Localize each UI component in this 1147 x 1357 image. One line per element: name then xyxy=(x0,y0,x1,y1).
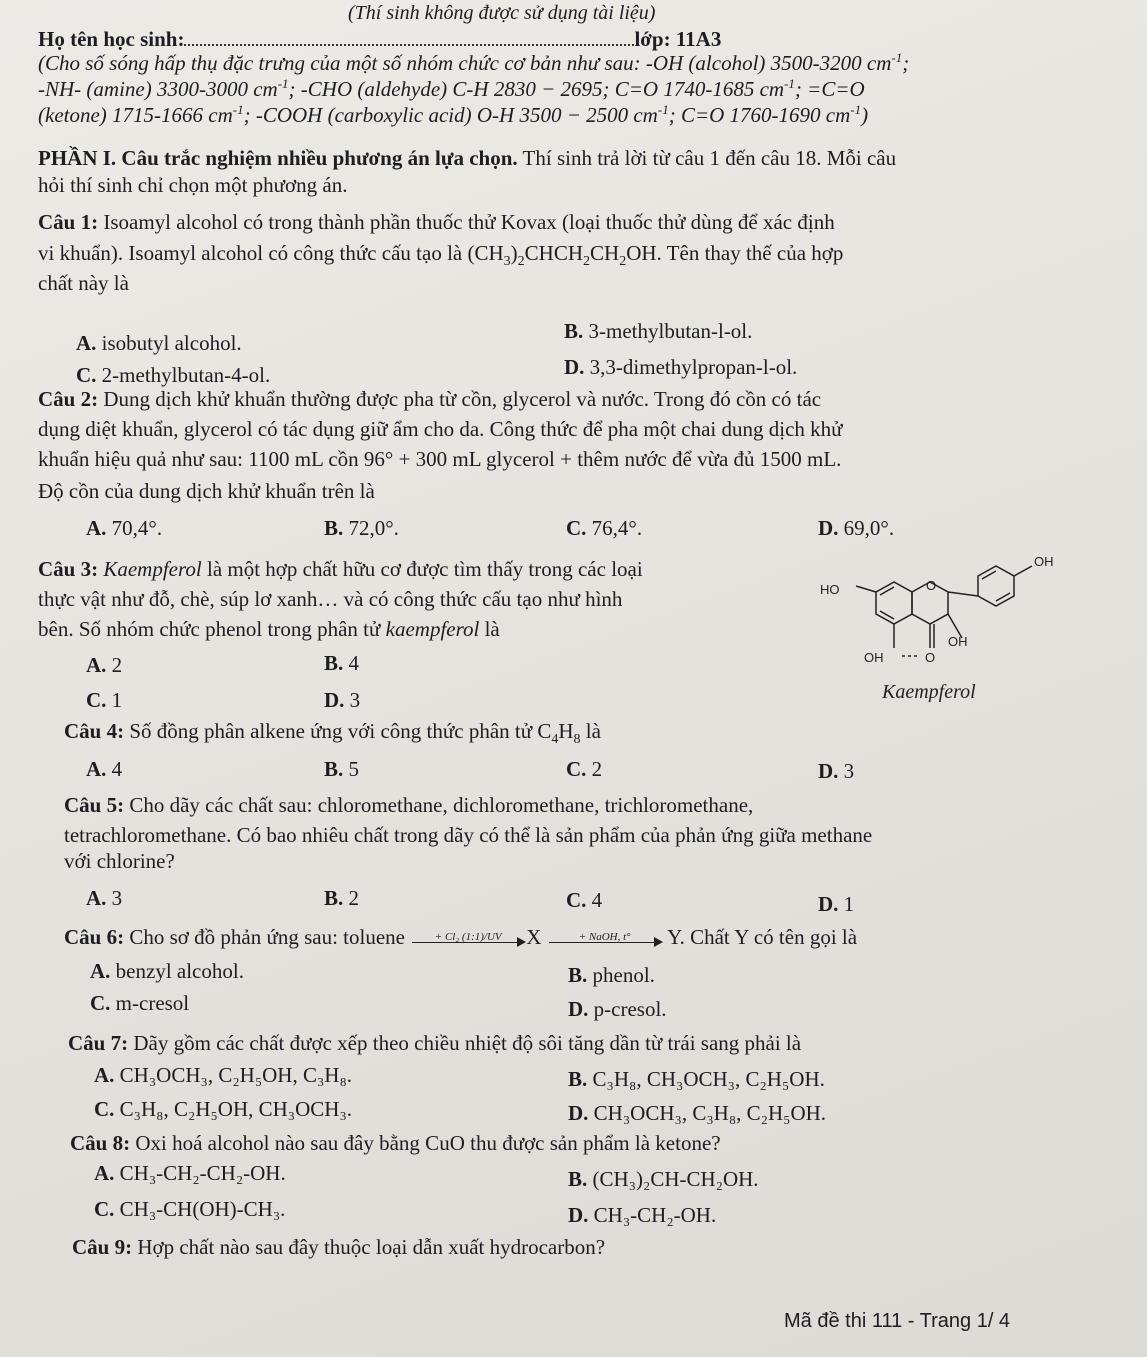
q4-option-a[interactable]: A. 4 xyxy=(86,757,123,781)
q6-option-b[interactable]: B. phenol. xyxy=(568,963,655,987)
q4-option-d[interactable]: D. 3 xyxy=(818,759,855,783)
q1-option-c[interactable]: C. 2-methylbutan-4-ol. xyxy=(76,363,271,387)
q8-option-b[interactable]: B. (CH₃)₂CH-CH₂OH. xyxy=(568,1167,759,1191)
q2-text-2: dụng diệt khuẩn, glycerol có tác dụng giữ ẩm cho da. Công thức để pha một chai dung dịch khử xyxy=(38,417,843,441)
name-fill-line xyxy=(184,30,634,46)
oh-bottom-label: OH xyxy=(864,650,884,665)
q2-option-d[interactable]: D. 69,0°. xyxy=(818,516,895,540)
q4-option-c[interactable]: C. 2 xyxy=(566,757,603,781)
q1-option-a[interactable]: A. isobutyl alcohol. xyxy=(76,331,242,355)
q8-option-a[interactable]: A. CH₃-CH₂-CH₂-OH. xyxy=(94,1161,286,1185)
q8-text: Câu 8: Oxi hoá alcohol nào sau đây bằng CuO thu được sản phẩm là ketone? xyxy=(70,1131,721,1155)
reaction-arrow-2: + NaOH, t° xyxy=(547,928,663,950)
q3-option-b[interactable]: B. 4 xyxy=(324,651,360,675)
q2-text: Câu 2: Dung dịch khử khuẩn thường được pha từ cồn, glycerol và nước. Trong đó cồn có tác xyxy=(38,387,822,411)
q5-option-b[interactable]: B. 2 xyxy=(324,886,360,910)
q7-option-b[interactable]: B. C₃H₈, CH₃OCH₃, C₂H₅OH. xyxy=(568,1067,825,1091)
carbonyl-oxygen-label: O xyxy=(925,650,936,665)
q6-text: Câu 6: Cho sơ đồ phản ứng sau: toluene + Cl₂ (1:1)/UV X + NaOH, t° Y. Chất Y có tên gọi là xyxy=(64,925,858,949)
q1-text: Câu 1: Isoamyl alcohol có trong thành phần thuốc thử Kovax (loại thuốc thử dùng để xác định xyxy=(38,210,835,234)
phenyl-ring xyxy=(978,566,1014,606)
ho-left-label: HO xyxy=(820,582,840,597)
q5-text: Câu 5: Cho dãy các chất sau: chloromethane, dichloromethane, trichloromethane, xyxy=(64,793,754,817)
q3-option-c[interactable]: C. 1 xyxy=(86,688,123,712)
figure-caption: Kaempferol xyxy=(882,681,976,702)
ir-note-line-2: -NH- (amine) 3300-3000 $cm^{-1}$; -CHO (aldehyde) C-H 2830 − 2695; C=O 1740-1685 $cm^{-1}$; =C=O xyxy=(38,76,865,101)
benzo-ring xyxy=(876,582,912,624)
q5-text-2: tetrachloromethane. Có bao nhiêu chất trong dãy có thể là sản phẩm của phản ứng giữa methane xyxy=(64,823,873,847)
q1-option-d[interactable]: D. 3,3-dimethylpropan-l-ol. xyxy=(564,355,798,379)
q2-text-4: Độ cồn của dung dịch khử khuẩn trên là xyxy=(38,479,375,503)
kaempferol-structure xyxy=(800,552,1060,702)
q5-option-c[interactable]: C. 4 xyxy=(566,888,603,912)
q4-option-b[interactable]: B. 5 xyxy=(324,757,360,781)
q7-text: Câu 7: Dãy gồm các chất được xếp theo chiều nhiệt độ sôi tăng dần từ trái sang phải là xyxy=(68,1031,802,1055)
q3-text-2: thực vật như đỗ, chè, súp lơ xanh… và có công thức cấu tạo như hình xyxy=(38,587,623,611)
q2-option-b[interactable]: B. 72,0°. xyxy=(324,516,399,540)
q2-text-3: khuẩn hiệu quả như sau: 1100 mL cồn 96° + 300 mL glycerol + thêm nước để vừa đủ 1500 mL. xyxy=(38,447,842,471)
q2-option-c[interactable]: C. 76,4°. xyxy=(566,516,643,540)
top-note: (Thí sinh không được sử dụng tài liệu) xyxy=(348,2,656,24)
q7-option-c[interactable]: C. C₃H₈, C₂H₅OH, CH₃OCH₃. xyxy=(94,1097,353,1121)
oh-top-label: OH xyxy=(1034,554,1054,569)
oh-right-label: OH xyxy=(948,634,968,649)
ring-oxygen-label: O xyxy=(926,578,937,593)
q1-text-2: vi khuẩn). Isoamyl alcohol có công thức cấu tạo là $(CH_3)_2CHCH_2CH_2OH$. Tên thay thế của hợp xyxy=(38,241,844,270)
q2-option-a[interactable]: A. 70,4°. xyxy=(86,516,163,540)
q1-option-b[interactable]: B. 3-methylbutan-l-ol. xyxy=(564,319,753,343)
part-1-instruction: hỏi thí sinh chỉ chọn một phương án. xyxy=(38,173,348,197)
q7-option-a[interactable]: A. CH₃OCH₃, C₂H₅OH, C₃H₈. xyxy=(94,1063,353,1087)
q8-option-d[interactable]: D. CH₃-CH₂-OH. xyxy=(568,1203,717,1227)
q4-text: Câu 4: Số đồng phân alkene ứng với công thức phân tử $C_4H_8$ là xyxy=(64,719,601,748)
q3-text: Câu 3: Kaempferol là một hợp chất hữu cơ được tìm thấy trong các loại xyxy=(38,557,643,581)
q1-text-3: chất này là xyxy=(38,271,129,295)
part-1-heading: PHẦN I. Câu trắc nghiệm nhiều phương án lựa chọn. Thí sinh trả lời từ câu 1 đến câu 18. Mỗi câu xyxy=(38,146,897,170)
q9-text: Câu 9: Hợp chất nào sau đây thuộc loại dẫn xuất hydrocarbon? xyxy=(72,1235,606,1259)
class-label: lớp: 11A3 xyxy=(634,27,722,51)
student-name-row xyxy=(38,26,721,52)
q3-option-d[interactable]: D. 3 xyxy=(324,688,361,712)
q6-option-a[interactable]: A. benzyl alcohol. xyxy=(90,959,244,983)
reaction-arrow-1: + Cl₂ (1:1)/UV xyxy=(410,928,526,950)
ir-note-line-3: (ketone) 1715-1666 $cm^{-1}$; -COOH (carboxylic acid) O-H 3500 − 2500 $cm^{-1}$; C=O 1760-1690 $cm^{-1}$) xyxy=(38,102,869,127)
q6-option-c[interactable]: C. m-cresol xyxy=(90,991,190,1015)
q5-option-d[interactable]: D. 1 xyxy=(818,892,855,916)
student-label: Họ tên học sinh: xyxy=(38,27,185,51)
page-footer: Mã đề thi 111 - Trang 1/ 4 xyxy=(784,1310,1011,1332)
q7-option-d[interactable]: D. CH₃OCH₃, C₃H₈, C₂H₅OH. xyxy=(568,1101,827,1125)
q5-option-a[interactable]: A. 3 xyxy=(86,886,123,910)
q8-option-c[interactable]: C. CH₃-CH(OH)-CH₃. xyxy=(94,1197,286,1221)
q6-option-d[interactable]: D. p-cresol. xyxy=(568,997,667,1021)
ir-note-line-1: (Cho số sóng hấp thụ đặc trưng của một số nhóm chức cơ bản như sau: -OH (alcohol) 3500-3200 $cm^{-1}$; xyxy=(38,50,910,75)
q5-text-3: với chlorine? xyxy=(64,849,175,873)
q3-option-a[interactable]: A. 2 xyxy=(86,653,123,677)
q3-text-3: bên. Số nhóm chức phenol trong phân tử kaempferol là xyxy=(38,617,500,641)
